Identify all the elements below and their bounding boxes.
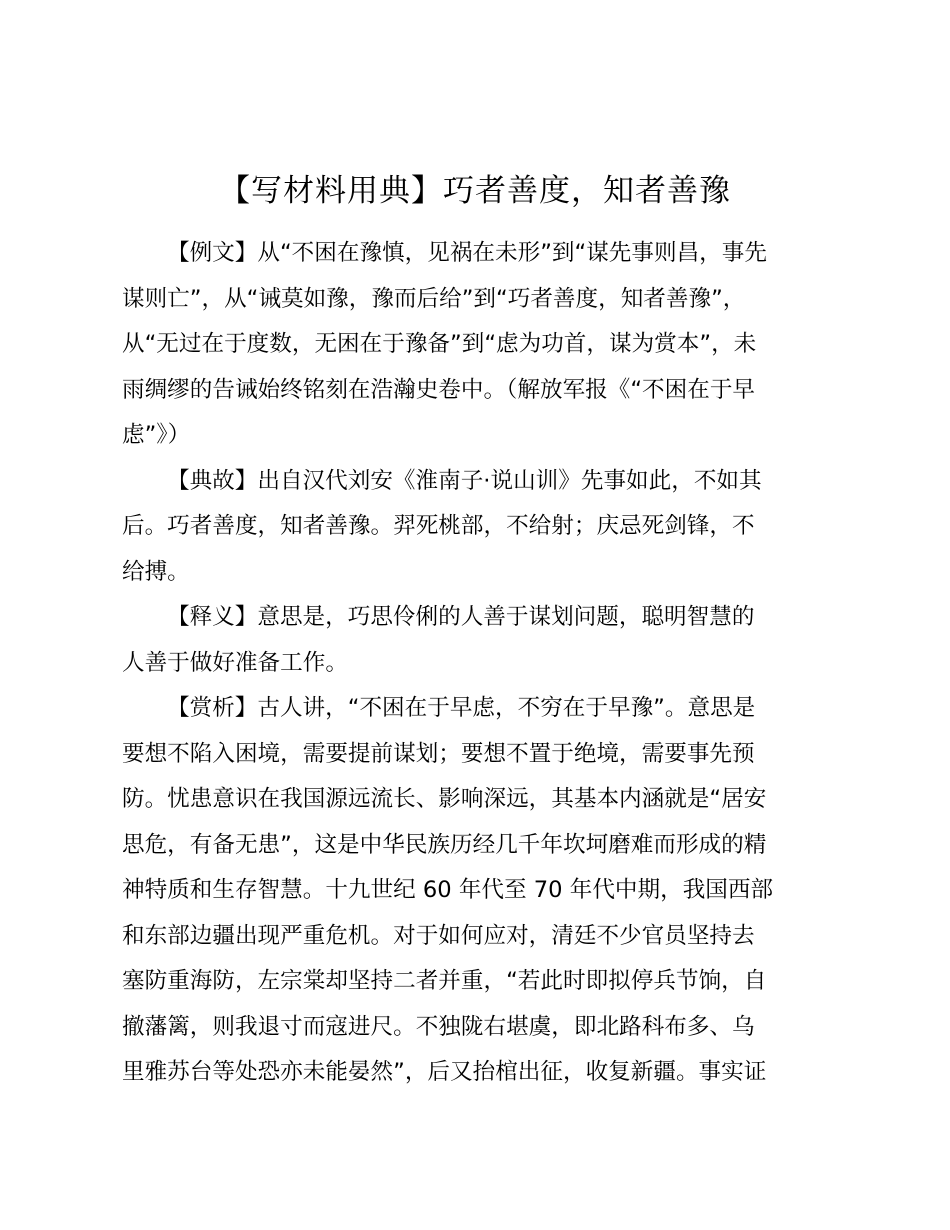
text-line: 虑”》） [122,422,191,448]
text-line: 雨绸缪的告诫始终铭刻在浩瀚史卷中。（解放军报《“不困在于早 [122,376,756,403]
paragraph-meaning [122,595,838,686]
text-line: 塞防重海防，左宗棠却坚持二者并重，“若此时即拟停兵节饷，自 [122,968,767,994]
paragraph-example [122,231,838,459]
text-line: 给搏。 [122,558,190,585]
text-line: 后。巧者善度，知者善豫。羿死桃部，不给射；庆忌死剑锋，不 [122,513,755,539]
text-line: 从“无过在于度数，无困在于豫备”到“虑为功首，谋为赏本”，未 [122,331,757,357]
text-line: 和东部边疆出现严重危机。对于如何应对，清廷不少官员坚持去 [122,922,755,949]
text-line: 【释义】意思是，巧思伶俐的人善于谋划问题，聪明智慧的 [167,604,755,630]
text-line: 防。忧患意识在我国源远流长、影响深远，其基本内涵就是“居安 [122,786,767,812]
text-line: 【典故】出自汉代刘安《淮南子·说山训》先事如此，不如其 [167,467,762,494]
text-line: 人善于做好准备工作。 [122,649,348,676]
text-line: 神特质和生存智慧。十九世纪 60 年代至 70 年代中期，我国西部 [122,877,774,903]
paragraph-analysis [122,686,838,1096]
paragraph-allusion [122,459,838,596]
document-body [122,231,838,1096]
text-line: 谋则亡”，从“诫莫如豫，豫而后给”到“巧者善度，知者善豫”， [122,285,746,312]
text-line: 【例文】从“不困在豫慎，见祸在未形”到“谋先事则昌，事先 [167,240,767,266]
text-line: 要想不陷入困境，需要提前谋划；要想不置于绝境，需要事先预 [122,740,755,767]
text-line: 【赏析】古人讲，“不困在于早虑，不穷在于早豫”。意思是 [167,695,756,721]
document-title: 【写材料用典】巧者善度，知者善豫 [219,173,731,209]
text-line: 撤藩篱，则我退寸而寇进尺。不独陇右堪虞，即北路科布多、乌 [122,1013,755,1040]
text-line: 思危，有备无患”，这是中华民族历经几千年坎坷磨难而形成的精 [122,831,767,858]
text-line: 里雅苏台等处恐亦未能晏然”，后又抬棺出征，收复新疆。事实证 [122,1059,767,1085]
